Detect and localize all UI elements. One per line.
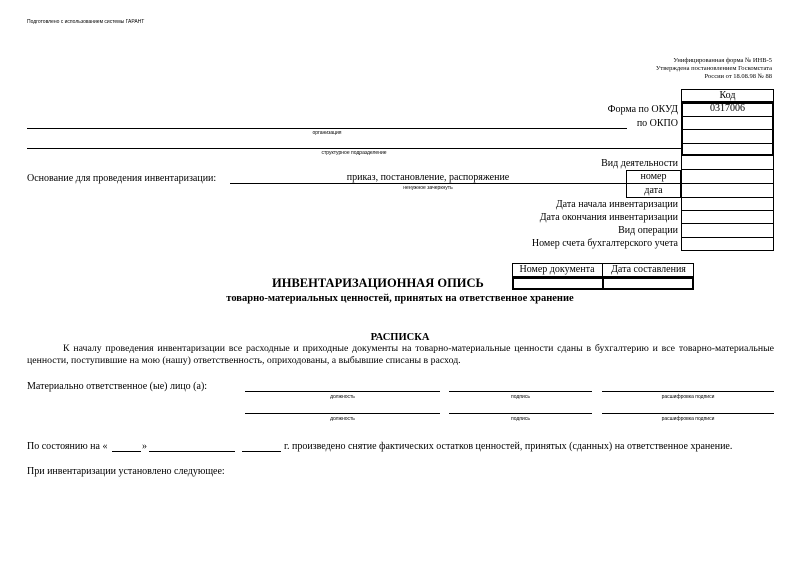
department-field[interactable] (27, 148, 681, 149)
position-field-2[interactable] (245, 413, 440, 414)
decode-caption-2: расшифровка подписи (661, 416, 715, 422)
document-title: ИНВЕНТАРИЗАЦИОННАЯ ОПИСЬ (272, 276, 484, 290)
state-suffix: г. произведено снятие фактических остатков ценностей, принятых (сданных) на ответственное хранение. (284, 441, 733, 452)
operation-type-label: Вид операции (618, 225, 678, 236)
state-prefix: По состоянию на « (27, 441, 108, 452)
document-number-header: Номер документа (519, 264, 595, 275)
responsible-label: Материально ответственное (ые) лицо (а): (27, 381, 208, 392)
basis-field[interactable] (230, 183, 626, 184)
organization-field[interactable] (27, 128, 627, 129)
signature-field-1[interactable] (449, 391, 592, 392)
department-caption: структурное подразделение (321, 150, 387, 156)
inventory-end-label: Дата окончания инвентаризации (539, 212, 678, 223)
decode-caption-1: расшифровка подписи (661, 394, 715, 400)
basis-label: Основание для проведения инвентаризации: (27, 173, 217, 184)
receipt-title: РАСПИСКА (370, 332, 430, 343)
okud-label: Форма по ОКУД (607, 104, 678, 115)
state-year-field[interactable] (242, 451, 281, 452)
form-info-line3: России от 18.08.98 № 88 (704, 73, 772, 80)
decode-field-2[interactable] (602, 413, 774, 414)
position-field-1[interactable] (245, 391, 440, 392)
order-date-label: дата (644, 185, 663, 196)
garant-note: Подготовлено с использованием системы ГАРАНТ (27, 19, 145, 25)
okud-code-value: 0317006 (710, 103, 745, 114)
form-info-line1: Унифицированная форма № ИНВ-5 (673, 57, 772, 64)
signature-caption-1: подпись (511, 394, 530, 400)
state-day-field[interactable] (112, 451, 141, 452)
established-label: При инвентаризации установлено следующее: (27, 466, 225, 477)
document-date-header: Дата составления (611, 264, 686, 275)
account-number-label: Номер счета бухгалтерского учета (531, 238, 678, 249)
basis-value: приказ, постановление, распоряжение (346, 172, 510, 183)
form-info (656, 57, 772, 81)
state-month-field[interactable] (149, 451, 235, 452)
signature-caption-2: подпись (511, 416, 530, 422)
position-caption-1: должность (330, 394, 355, 400)
inventory-start-label: Дата начала инвентаризации (555, 199, 678, 210)
basis-caption: ненужное зачеркнуть (403, 185, 453, 191)
okpo-label: по ОКПО (636, 118, 678, 129)
organization-caption: организация (312, 130, 342, 136)
decode-field-1[interactable] (602, 391, 774, 392)
activity-label: Вид деятельности (601, 158, 678, 169)
order-number-label: номер (640, 171, 667, 182)
code-column-title: Код (719, 90, 736, 101)
document-subtitle: товарно-материальных ценностей, принятых на ответственное хранение (226, 293, 574, 304)
form-info-line2: Утверждена постановлением Госкомстата (655, 65, 772, 72)
receipt-text: К началу проведения инвентаризации все расходные и приходные документы на товарно-материальные ценности сданы в бухгалтерию и все товарно-материальные ценности, поступившие на мою (нашу) ответственность, оприходованы, а выбывшие списаны в расход. (27, 343, 774, 366)
signature-field-2[interactable] (449, 413, 592, 414)
position-caption-2: должность (330, 416, 355, 422)
state-mid: » (142, 441, 147, 452)
